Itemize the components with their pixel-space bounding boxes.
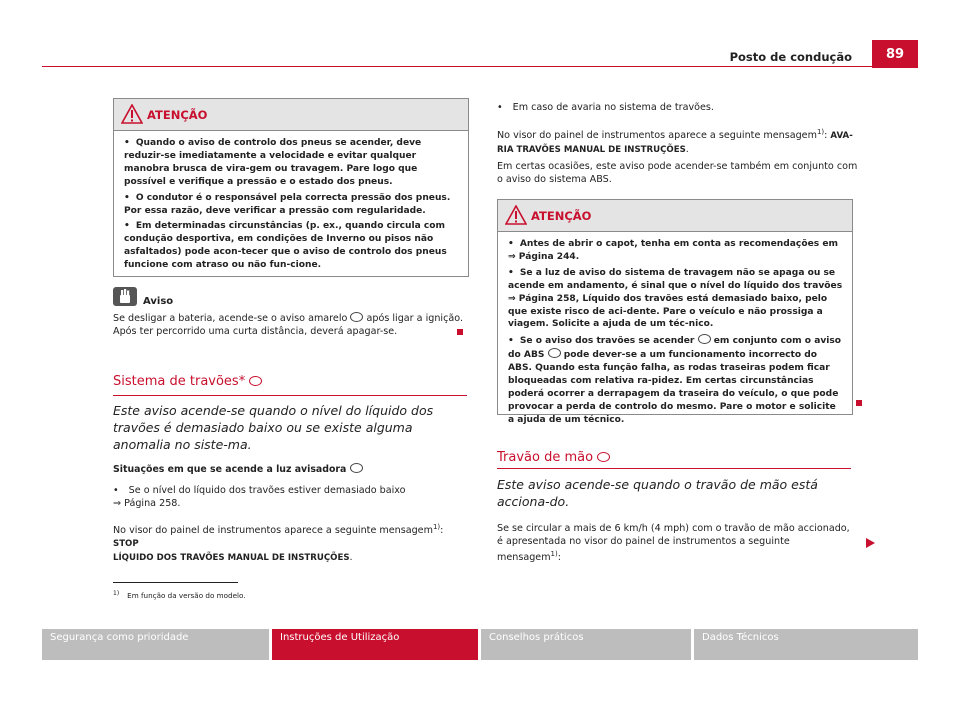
- end-marker: [856, 400, 862, 406]
- tab-technical-data[interactable]: Dados Técnicos: [694, 629, 918, 660]
- page-number: 89: [872, 40, 918, 68]
- warning-box-left: [113, 98, 469, 277]
- warning-item: • Se a luz de aviso do sistema de travagem não se apaga ou se acende em andamento, é sinal que o nível do líquido dos travões ⇒ Página 258, Líquido dos travões está demasiado baixo, pelo que existe risco de aci-dente. Pare o veículo e não prossiga a viagem. Solicite a ajuda de um téc-nico.: [508, 267, 843, 330]
- warning-header: [114, 99, 468, 131]
- handbrake-icon: [597, 452, 610, 462]
- paragraph: No visor do painel de instrumentos aparece a seguinte mensagem$^{1)}$: AVA- RIA TRAVÕES MANUAL DE INSTRUÇÕES.: [497, 128, 853, 156]
- section-intro: Este aviso acende-se quando o nível do líquido dos travões é demasiado baixo ou se existe alguma anomalia no siste-ma.: [113, 403, 434, 452]
- warning-title: ATENÇÃO: [531, 209, 592, 223]
- brake-warning-icon: [350, 463, 363, 473]
- warning-item: • Em determinadas circunstâncias (p. ex., quando circula com condução desportiva, em condições de Inverno ou pisos não asfaltados) pode acon-tecer que o aviso de controlo dos pneus funcione com atraso ou não fun-cione.: [124, 221, 447, 271]
- warning-item: • O condutor é o responsável pela correcta pressão dos pneus. Por essa razão, deve verificar a pressão com regularidade.: [124, 192, 451, 216]
- warning-triangle-icon: [505, 205, 527, 225]
- brake-warning-icon: [698, 334, 711, 344]
- footnote-rule: [113, 582, 238, 583]
- tyre-pressure-icon: [350, 312, 363, 322]
- warning-body: [114, 131, 468, 281]
- note-icon: [113, 287, 137, 306]
- section-intro: Este aviso acende-se quando o travão de mão está acciona-do.: [497, 477, 818, 509]
- tab-instructions[interactable]: Instruções de Utilização: [272, 629, 478, 660]
- end-marker: [457, 329, 463, 335]
- paragraph: Se se circular a mais de 6 km/h (4 mph) com o travão de mão accionado, é apresentada no visor do painel de instrumentos a seguinte mensagem$^{1)}$:: [497, 523, 850, 564]
- paragraph: Em certas ocasiões, este aviso pode acender-se também em conjunto com o aviso do sistema ABS.: [497, 161, 858, 185]
- page-reference: ⇒ Página 244.: [508, 251, 580, 262]
- section-rule: [497, 468, 851, 469]
- warning-triangle-icon: [121, 104, 143, 124]
- abs-warning-icon: [548, 348, 561, 358]
- note-text: Se desligar a bateria, acende-se o aviso amarelo após ligar a ignição. Após ter percorrido uma curta distância, deverá apagar-se.: [113, 313, 463, 337]
- warning-box-right: [497, 199, 853, 425]
- brake-warning-icon: [249, 376, 262, 386]
- list-item: • Em caso de avaria no sistema de travões.: [497, 102, 714, 113]
- warning-item: • Antes de abrir o capot, tenha em conta as recomendações em ⇒ Página 244.: [508, 239, 838, 262]
- tab-practical-tips[interactable]: Conselhos práticos: [481, 629, 691, 660]
- section-title-handbrake: Travão de mão: [497, 450, 610, 465]
- warning-title: ATENÇÃO: [147, 108, 208, 122]
- section-title-brakes: Sistema de travões*: [113, 374, 262, 389]
- continue-arrow-icon: [866, 538, 875, 548]
- warning-item: • Quando o aviso de controlo dos pneus se acender, deve reduzir-se imediatamente a velocidade e evitar qualquer manobra brusca de vira-gem ou travagem. Pare logo que possível e verifique a pressão e o estado dos pneus.: [124, 138, 422, 187]
- warning-body: [498, 232, 852, 436]
- list-item: • Se o nível do líquido dos travões estiver demasiado baixo ⇒ Página 258.: [113, 485, 406, 509]
- warning-header: [498, 200, 852, 232]
- note-title: Aviso: [143, 296, 174, 307]
- footnote: $^{1)}$ Em função da versão do modelo.: [113, 590, 246, 601]
- header-rule: [42, 66, 918, 67]
- tab-safety[interactable]: Segurança como prioridade: [42, 629, 269, 660]
- warning-item: • Se o aviso dos travões se acender em conjunto com o aviso do ABS pode dever-se a um funcionamento incorrecto do ABS. Quando esta função falha, as rodas traseiras podem ficar bloqueadas com relativa ra-pidez. Em certas circunstâncias poderá ocorrer a derrapagem da traseira do veículo, o que pode provocar a perda de controlo do mesmo. Pare o motor e solicite a ajuda de um técnico.: [508, 336, 842, 425]
- header-title: Posto de condução: [729, 50, 852, 64]
- section-rule: [113, 395, 467, 396]
- subheading: Situações em que se acende a luz avisadora: [113, 463, 363, 475]
- paragraph: No visor do painel de instrumentos aparece a seguinte mensagem$^{1)}$: STOP LÍQUIDO DOS TRAVÕES MANUAL DE INSTRUÇÕES.: [113, 523, 444, 564]
- page-reference: ⇒ Página 258.: [113, 498, 181, 509]
